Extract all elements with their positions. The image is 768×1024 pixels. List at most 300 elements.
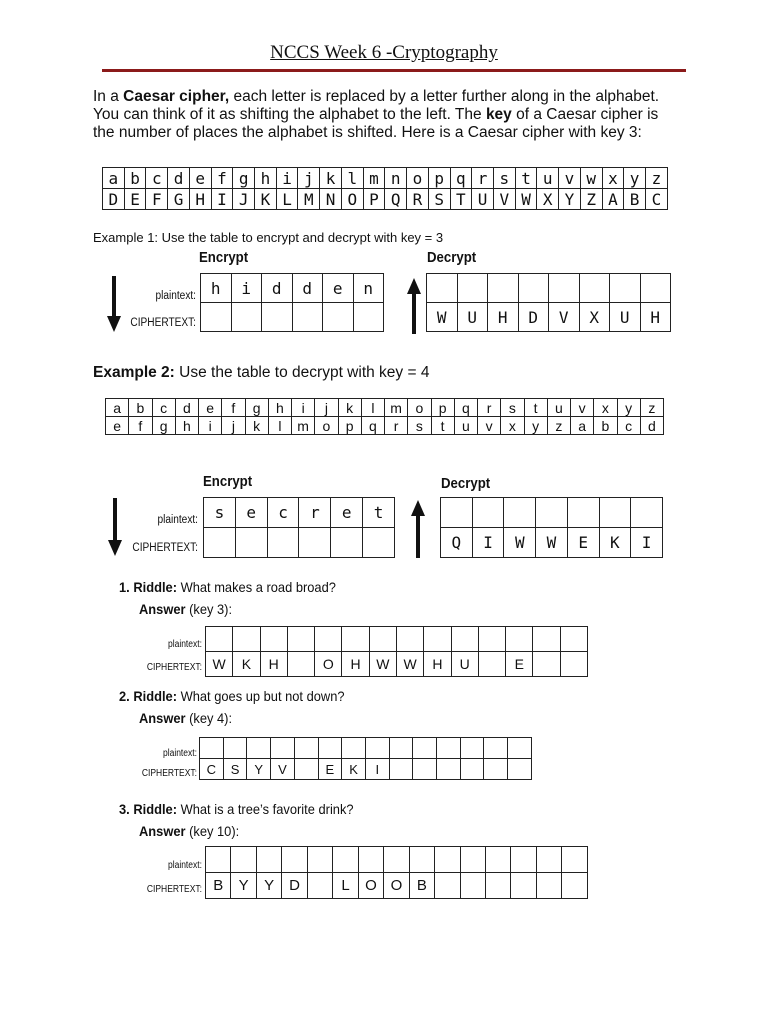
ciphertext-row-cell [460,873,485,899]
example1-encrypt-grid [200,273,384,332]
plaintext-row-cell: d [262,274,293,303]
riddle2-number: 2. [119,688,130,704]
plain-alphabet-row-cell: c [152,399,175,417]
plaintext-row-cell [560,627,587,652]
plaintext-row-cell [365,738,389,759]
cipher-alphabet-row-cell: N [320,189,342,210]
riddle1-answer-word: Answer [139,601,186,617]
cipher-alphabet-row-cell: x [501,417,524,435]
plain-alphabet-row-cell: a [106,399,129,417]
ciphertext-row-cell [435,873,460,899]
riddle3-plaintext-label: plaintext: [167,860,202,871]
plaintext-row-cell [441,498,473,528]
ciphertext-row-cell [437,759,461,780]
plaintext-row-cell [485,847,510,873]
plaintext-row-cell [460,847,485,873]
plaintext-row-cell: s [204,498,236,528]
plaintext-row-cell [460,738,484,759]
plain-alphabet-row-cell: o [408,399,431,417]
plain-alphabet-row-cell: d [168,168,190,189]
plain-alphabet-row-cell: f [222,399,245,417]
ciphertext-row-cell: O [315,652,342,677]
ciphertext-row-cell [201,303,232,332]
ciphertext-row-cell: H [424,652,451,677]
plaintext-row-cell [282,847,307,873]
plaintext-row-cell: n [353,274,384,303]
example1-plaintext-label: plaintext: [155,290,196,302]
plaintext-row-cell [536,498,568,528]
ciphertext-row-cell [235,528,267,558]
ciphertext-row-cell: U [610,303,641,332]
riddle2-answer-word: Answer [139,710,186,726]
example1-heading: Example 1: Use the table to encrypt and decrypt with key = 3 [93,230,444,245]
ciphertext-row-cell [485,873,510,899]
plaintext-row [206,627,588,652]
plaintext-row-cell: t [363,498,395,528]
riddle3-key: (key 10): [185,823,240,839]
plain-alphabet-row-cell: h [255,168,277,189]
cipher-alphabet-row-cell: Y [559,189,581,210]
plaintext-row-cell [206,847,231,873]
cipher-alphabet-row-cell: Z [580,189,602,210]
term-key: key [485,106,512,123]
ciphertext-row-cell: E [506,652,533,677]
riddle1-key: (key 3): [185,601,233,617]
ciphertext-row-cell: W [504,528,536,558]
ciphertext-row [206,652,588,677]
plain-alphabet-row-cell: l [361,399,384,417]
intro-paragraph [93,88,683,142]
ciphertext-row-cell: I [472,528,504,558]
cipher-alphabet-row-cell: S [428,189,450,210]
ciphertext-row [441,528,663,558]
page-title: NCCS Week 6 -Cryptography [270,42,498,63]
ciphertext-row-cell: H [640,303,671,332]
ciphertext-row-cell: K [342,759,366,780]
title-rule [102,69,686,72]
plain-alphabet-row-cell: o [407,168,429,189]
plain-alphabet-row-cell: w [580,168,602,189]
cipher-alphabet-row-cell: k [245,417,268,435]
cipher-alphabet-row-cell: u [454,417,477,435]
ciphertext-row-cell [363,528,395,558]
plaintext-row-cell: e [331,498,363,528]
ciphertext-row-cell: K [233,652,260,677]
ciphertext-row-cell [508,759,532,780]
riddle1-label: Riddle: [133,579,177,595]
plaintext-row [206,847,588,873]
plaintext-row-cell [640,274,671,303]
ciphertext-row-cell: X [579,303,610,332]
riddle1-answer-grid [205,626,588,677]
cipher-alphabet-row-cell: E [124,189,146,210]
plain-alphabet-row-cell: i [276,168,298,189]
plaintext-row-cell [549,274,580,303]
riddle3-answer-label [139,823,239,839]
ciphertext-row-cell [511,873,536,899]
plain-alphabet-row-cell: z [640,399,663,417]
ciphertext-row-cell: U [451,652,478,677]
plaintext-row-cell [409,847,434,873]
term-caesar-cipher: Caesar cipher, [123,88,230,105]
ciphertext-row-cell [267,528,299,558]
cipher-alphabet-row-cell: t [431,417,454,435]
plain-alphabet-row-cell: s [501,399,524,417]
plain-alphabet-row [103,168,668,189]
plaintext-row-cell: c [267,498,299,528]
cipher-alphabet-row [106,417,664,435]
plaintext-row-cell [533,627,560,652]
plain-alphabet-row-cell: x [594,399,617,417]
plaintext-row-cell [518,274,549,303]
plaintext-row-cell [315,627,342,652]
example2-plaintext-label: plaintext: [157,514,198,526]
riddle2-ciphertext-label: CIPHERTEXT: [141,768,197,779]
plain-alphabet-row-cell: g [233,168,255,189]
cipher-table-key4 [105,398,664,435]
plaintext-row-cell [610,274,641,303]
plain-alphabet-row-cell: m [385,399,408,417]
ciphertext-row-cell: D [282,873,307,899]
ciphertext-row-cell [413,759,437,780]
plaintext-row-cell: i [231,274,262,303]
example1-ciphertext-label: CIPHERTEXT: [130,317,196,329]
ciphertext-row-cell: H [342,652,369,677]
plaintext-row-cell [435,847,460,873]
plain-alphabet-row-cell: x [602,168,624,189]
plaintext-row-cell [504,498,536,528]
riddle3-answer-grid [205,846,588,899]
ciphertext-row-cell [262,303,293,332]
ciphertext-row-cell: W [536,528,568,558]
plaintext-row-cell [511,847,536,873]
example2-heading [93,364,429,382]
plain-alphabet-row-cell: r [478,399,501,417]
ciphertext-row-cell [204,528,236,558]
plaintext-row-cell [599,498,631,528]
plain-alphabet-row-cell: h [268,399,291,417]
plaintext-row-cell [287,627,314,652]
ciphertext-row-cell [353,303,384,332]
plaintext-row-cell [247,738,271,759]
plaintext-row-cell [424,627,451,652]
plaintext-row [204,498,395,528]
cipher-alphabet-row-cell: T [450,189,472,210]
ciphertext-row-cell [562,873,588,899]
plain-alphabet-row-cell: f [211,168,233,189]
cipher-alphabet-row-cell: R [407,189,429,210]
plain-alphabet-row-cell: d [175,399,198,417]
plain-alphabet-row-cell: t [515,168,537,189]
riddle2-question [119,688,345,704]
plain-alphabet-row-cell: y [617,399,640,417]
ciphertext-row-cell [536,873,561,899]
ciphertext-row-cell: S [223,759,247,780]
example1-decrypt-grid [426,273,671,332]
cipher-alphabet-row-cell: c [617,417,640,435]
cipher-alphabet-row-cell: G [168,189,190,210]
plaintext-row-cell [333,847,358,873]
example2-heading-bold: Example 2: [93,364,175,381]
plaintext-row-cell [579,274,610,303]
plaintext-row-cell [567,498,599,528]
ciphertext-row-cell: E [318,759,342,780]
cipher-alphabet-row-cell: J [233,189,255,210]
example2-encrypt-title: Encrypt [203,473,253,490]
ciphertext-row-cell: W [369,652,396,677]
example2-ciphertext-label: CIPHERTEXT: [132,542,198,554]
cipher-alphabet-row-cell: D [103,189,125,210]
cipher-alphabet-row-cell: b [594,417,617,435]
cipher-alphabet-row-cell: W [515,189,537,210]
riddle3-number: 3. [119,801,130,817]
cipher-alphabet-row-cell: L [276,189,298,210]
plaintext-row-cell: r [299,498,331,528]
riddle2-key: (key 4): [185,710,233,726]
example2-decrypt-title: Decrypt [441,475,491,492]
plaintext-row-cell: h [201,274,232,303]
plain-alphabet-row-cell: l [341,168,363,189]
cipher-alphabet-row-cell: O [341,189,363,210]
cipher-alphabet-row-cell: h [175,417,198,435]
ciphertext-row-cell: H [488,303,519,332]
plain-alphabet-row [106,399,664,417]
plain-alphabet-row-cell: z [645,168,667,189]
plaintext-row [201,274,384,303]
plaintext-row-cell [233,627,260,652]
plaintext-row-cell [536,847,561,873]
plain-alphabet-row-cell: b [124,168,146,189]
plaintext-row-cell [413,738,437,759]
ciphertext-row-cell [331,528,363,558]
ciphertext-row-cell: V [549,303,580,332]
cipher-alphabet-row-cell: X [537,189,559,210]
ciphertext-row-cell [484,759,508,780]
plaintext-row-cell [271,738,295,759]
ciphertext-row-cell: O [358,873,383,899]
plaintext-row-cell: e [235,498,267,528]
plaintext-row [427,274,671,303]
plaintext-row-cell [484,738,508,759]
ciphertext-row-cell: B [409,873,434,899]
ciphertext-row-cell: K [599,528,631,558]
plain-alphabet-row-cell: n [385,168,407,189]
ciphertext-row-cell [323,303,354,332]
ciphertext-row-cell: I [365,759,389,780]
cipher-alphabet-row-cell: K [255,189,277,210]
cipher-alphabet-row-cell: j [222,417,245,435]
plain-alphabet-row-cell: e [189,168,211,189]
example1-decrypt-title: Decrypt [427,249,477,266]
cipher-alphabet-row-cell: A [602,189,624,210]
plaintext-row-cell [260,627,287,652]
ciphertext-row [200,759,532,780]
plaintext-row [441,498,663,528]
ciphertext-row-cell [460,759,484,780]
ciphertext-row-cell: C [200,759,224,780]
example2-decrypt-grid [440,497,663,558]
example2-encrypt-grid [203,497,395,558]
plain-alphabet-row-cell: q [454,399,477,417]
ciphertext-row-cell [533,652,560,677]
ciphertext-row-cell [231,303,262,332]
cipher-alphabet-row-cell: p [338,417,361,435]
riddle1-text: What makes a road broad? [176,579,336,595]
cipher-alphabet-row-cell: v [478,417,501,435]
cipher-alphabet-row-cell: s [408,417,431,435]
plaintext-row [200,738,532,759]
plaintext-row-cell [342,627,369,652]
ciphertext-row-cell: I [631,528,663,558]
cipher-table-key3 [102,167,668,210]
cipher-alphabet-row-cell: d [640,417,663,435]
plaintext-row-cell [307,847,332,873]
riddle2-text: What goes up but not down? [176,688,345,704]
ciphertext-row-cell: V [271,759,295,780]
riddle1-answer-label [139,601,232,617]
ciphertext-row-cell: Y [231,873,256,899]
cipher-alphabet-row-cell: r [385,417,408,435]
riddle2-label: Riddle: [133,688,177,704]
plain-alphabet-row-cell: a [103,168,125,189]
intro-text-1: In a [93,88,124,105]
plaintext-row-cell [389,738,413,759]
ciphertext-row-cell [292,303,323,332]
cipher-alphabet-row-cell: P [363,189,385,210]
plaintext-row-cell [457,274,488,303]
plaintext-row-cell [369,627,396,652]
plaintext-row-cell [342,738,366,759]
intro-text-3: of a Caesar cipher is the number of places the alphabet is shifted. Here is a Caesar cipher with key 3: [93,106,659,141]
plain-alphabet-row-cell: k [338,399,361,417]
plaintext-row-cell: e [323,274,354,303]
ciphertext-row-cell [307,873,332,899]
plain-alphabet-row-cell: u [537,168,559,189]
riddle1-question [119,579,336,595]
up-arrow-icon [404,276,424,339]
plain-alphabet-row-cell: q [450,168,472,189]
riddle2-answer-label [139,710,232,726]
plain-alphabet-row-cell: i [292,399,315,417]
plain-alphabet-row-cell: k [320,168,342,189]
plaintext-row-cell [437,738,461,759]
plain-alphabet-row-cell: m [363,168,385,189]
plaintext-row-cell [427,274,458,303]
cipher-alphabet-row-cell: o [315,417,338,435]
plain-alphabet-row-cell: p [428,168,450,189]
ciphertext-row [206,873,588,899]
plaintext-row-cell [472,498,504,528]
example2-heading-text: Use the table to decrypt with key = 4 [174,364,430,381]
plaintext-row-cell [562,847,588,873]
plaintext-row-cell [256,847,281,873]
plain-alphabet-row-cell: v [571,399,594,417]
cipher-alphabet-row-cell: F [146,189,168,210]
ciphertext-row-cell [299,528,331,558]
plain-alphabet-row-cell: r [472,168,494,189]
plain-alphabet-row-cell: j [298,168,320,189]
cipher-alphabet-row-cell: U [472,189,494,210]
plaintext-row-cell [478,627,505,652]
ciphertext-row-cell [287,652,314,677]
plaintext-row-cell [451,627,478,652]
plaintext-row-cell [508,738,532,759]
riddle2-answer-grid [199,737,532,780]
plain-alphabet-row-cell: u [547,399,570,417]
ciphertext-row-cell: B [206,873,231,899]
plaintext-row-cell [488,274,519,303]
intro-text-2: each letter is replaced by a letter further along in the alphabet. You can think of it as shifting the alphabet to the left. The [93,88,660,123]
plain-alphabet-row-cell: e [199,399,222,417]
cipher-alphabet-row [103,189,668,210]
plain-alphabet-row-cell: j [315,399,338,417]
cipher-alphabet-row-cell: H [189,189,211,210]
plaintext-row-cell: d [292,274,323,303]
riddle3-question [119,801,354,817]
ciphertext-row-cell: Y [256,873,281,899]
ciphertext-row-cell: L [333,873,358,899]
ciphertext-row-cell: W [396,652,423,677]
ciphertext-row [201,303,384,332]
cipher-alphabet-row-cell: y [524,417,547,435]
riddle1-plaintext-label: plaintext: [167,639,202,650]
plaintext-row-cell [206,627,233,652]
cipher-alphabet-row-cell: B [624,189,646,210]
ciphertext-row-cell [389,759,413,780]
ciphertext-row-cell: U [457,303,488,332]
plaintext-row-cell [318,738,342,759]
up-arrow-icon [408,498,428,563]
riddle3-label: Riddle: [133,801,177,817]
cipher-alphabet-row-cell: i [199,417,222,435]
plaintext-row-cell [506,627,533,652]
ciphertext-row [427,303,671,332]
plaintext-row-cell [231,847,256,873]
cipher-alphabet-row-cell: V [493,189,515,210]
ciphertext-row-cell: W [206,652,233,677]
cipher-alphabet-row-cell: q [361,417,384,435]
plaintext-row-cell [396,627,423,652]
plain-alphabet-row-cell: c [146,168,168,189]
cipher-alphabet-row-cell: e [106,417,129,435]
cipher-alphabet-row-cell: M [298,189,320,210]
cipher-alphabet-row-cell: f [129,417,152,435]
plaintext-row-cell [358,847,383,873]
example1-encrypt-title: Encrypt [199,249,249,266]
ciphertext-row-cell: D [518,303,549,332]
ciphertext-row-cell: H [260,652,287,677]
plaintext-row-cell [200,738,224,759]
riddle1-number: 1. [119,579,130,595]
down-arrow-icon [104,276,124,339]
plain-alphabet-row-cell: v [559,168,581,189]
cipher-alphabet-row-cell: Q [385,189,407,210]
plain-alphabet-row-cell: b [129,399,152,417]
plain-alphabet-row-cell: g [245,399,268,417]
riddle2-plaintext-label: plaintext: [162,748,197,759]
cipher-alphabet-row-cell: I [211,189,233,210]
plaintext-row-cell [294,738,318,759]
ciphertext-row-cell: Q [441,528,473,558]
cipher-alphabet-row-cell: l [268,417,291,435]
ciphertext-row-cell [560,652,587,677]
plain-alphabet-row-cell: t [524,399,547,417]
ciphertext-row-cell [294,759,318,780]
cipher-alphabet-row-cell: m [292,417,315,435]
plaintext-row-cell [223,738,247,759]
riddle3-text: What is a tree’s favorite drink? [176,801,354,817]
ciphertext-row-cell: O [384,873,409,899]
